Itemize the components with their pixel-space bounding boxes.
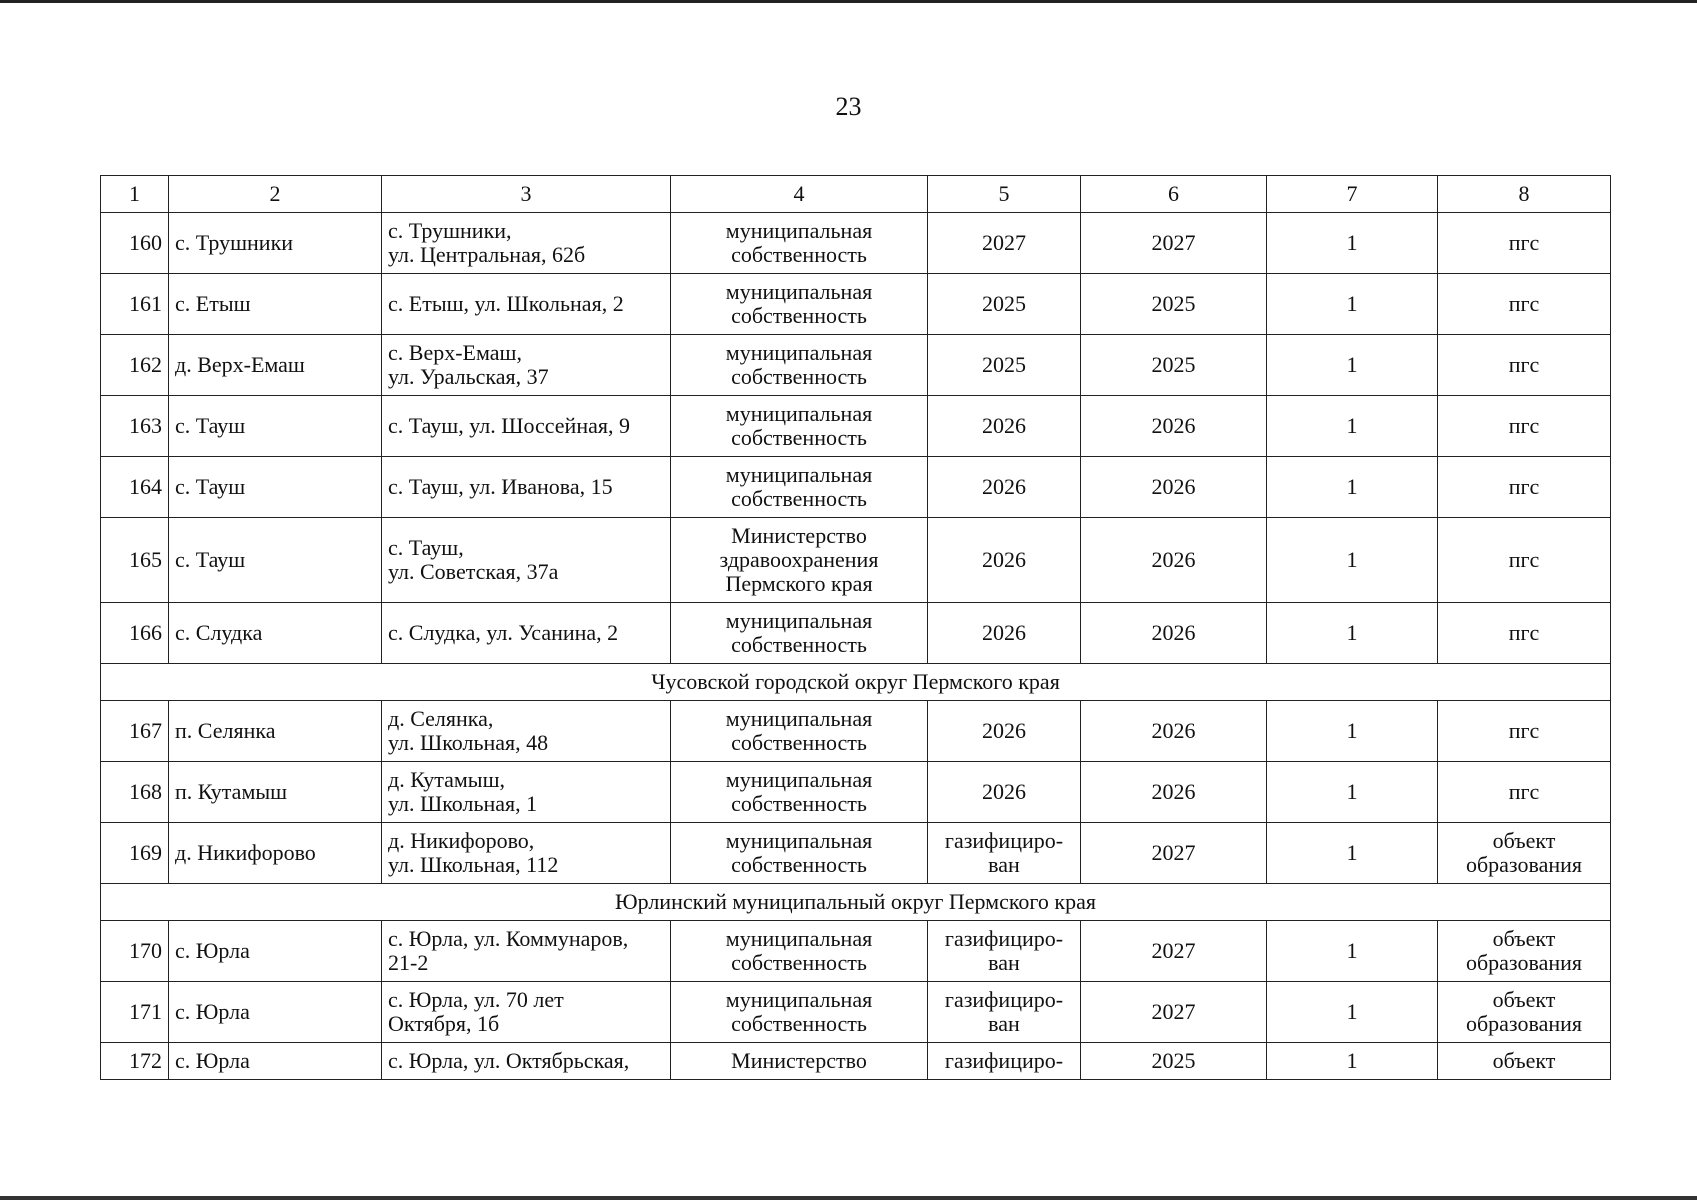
ownership-cell <box>671 518 928 603</box>
cell-line: муниципальная <box>725 926 873 951</box>
table-row <box>101 335 1611 396</box>
cell-line: газифициро- <box>944 926 1064 951</box>
scan-edge-top <box>0 0 1697 3</box>
quantity-cell: 1 <box>1267 823 1438 884</box>
cell-line: с. Тауш, ул. Шоссейная, 9 <box>388 413 630 438</box>
cell-line: муниципальная <box>725 706 873 731</box>
table-row <box>101 213 1611 274</box>
cell-line: муниципальная <box>725 608 873 633</box>
quantity-cell: 1 <box>1267 457 1438 518</box>
ownership-cell <box>671 274 928 335</box>
cell-line: с. Трушники, <box>388 218 512 243</box>
gasification-year-cell <box>928 1043 1081 1080</box>
row-number-cell: 162 <box>101 335 169 396</box>
register-table <box>100 175 1611 1080</box>
cell-line: собственность <box>731 791 867 816</box>
table-row <box>101 982 1611 1043</box>
cell-line: с. Юрла, ул. 70 лет <box>388 987 564 1012</box>
year-cell: 2026 <box>1081 457 1267 518</box>
section-title: Юрлинский муниципальный округ Пермского края <box>101 884 1611 921</box>
ownership-cell <box>671 457 928 518</box>
quantity-cell: 1 <box>1267 1043 1438 1080</box>
cell-line: собственность <box>731 950 867 975</box>
settlement-cell: с. Слудка <box>169 603 382 664</box>
cell-line: с. Верх-Емаш, <box>388 340 522 365</box>
row-number-cell: 169 <box>101 823 169 884</box>
year-cell: 2027 <box>1081 213 1267 274</box>
cell-line: Октября, 1б <box>388 1011 500 1036</box>
cell-line: пгс <box>1508 230 1540 255</box>
cell-line: пгс <box>1508 718 1540 743</box>
cell-line: образования <box>1465 950 1583 975</box>
cell-line: Министерство <box>731 523 867 548</box>
row-number-cell: 171 <box>101 982 169 1043</box>
cell-line: 21-2 <box>388 950 429 975</box>
object-type-cell <box>1438 1043 1611 1080</box>
cell-line: объект <box>1492 926 1556 951</box>
cell-line: собственность <box>731 425 867 450</box>
cell-line: здравоохранения <box>719 547 879 572</box>
address-cell <box>382 396 671 457</box>
object-type-cell <box>1438 274 1611 335</box>
settlement-cell: с. Етыш <box>169 274 382 335</box>
year-cell: 2025 <box>1081 274 1267 335</box>
cell-line: муниципальная <box>725 462 873 487</box>
column-number: 3 <box>382 176 671 213</box>
settlement-cell: с. Юрла <box>169 982 382 1043</box>
year-cell: 2027 <box>1081 921 1267 982</box>
cell-line: собственность <box>731 632 867 657</box>
cell-line: ул. Центральная, 62б <box>388 242 586 267</box>
quantity-cell: 1 <box>1267 701 1438 762</box>
object-type-cell <box>1438 457 1611 518</box>
year-cell: 2027 <box>1081 823 1267 884</box>
cell-line: пгс <box>1508 779 1540 804</box>
year-cell: 2026 <box>1081 701 1267 762</box>
gasification-year-cell <box>928 213 1081 274</box>
cell-line: с. Юрла, ул. Октябрьская, <box>388 1048 630 1073</box>
row-number-cell: 160 <box>101 213 169 274</box>
cell-line: муниципальная <box>725 401 873 426</box>
cell-line: с. Юрла, ул. Коммунаров, <box>388 926 629 951</box>
row-number-cell: 165 <box>101 518 169 603</box>
gasification-year-cell <box>928 518 1081 603</box>
section-header-row <box>101 884 1611 921</box>
gasification-year-cell <box>928 921 1081 982</box>
object-type-cell <box>1438 603 1611 664</box>
column-number-row <box>101 176 1611 213</box>
settlement-cell: с. Тауш <box>169 396 382 457</box>
row-number-cell: 166 <box>101 603 169 664</box>
ownership-cell <box>671 823 928 884</box>
cell-line: д. Селянка, <box>388 706 494 731</box>
cell-line: д. Никифорово, <box>388 828 535 853</box>
year-cell: 2027 <box>1081 982 1267 1043</box>
address-cell <box>382 701 671 762</box>
column-number: 2 <box>169 176 382 213</box>
gasification-year-cell <box>928 823 1081 884</box>
address-cell <box>382 518 671 603</box>
row-number-cell: 170 <box>101 921 169 982</box>
address-cell <box>382 213 671 274</box>
address-cell <box>382 762 671 823</box>
settlement-cell: с. Юрла <box>169 921 382 982</box>
object-type-cell <box>1438 335 1611 396</box>
cell-line: 2026 <box>982 547 1026 572</box>
column-number: 7 <box>1267 176 1438 213</box>
settlement-cell: д. Верх-Емаш <box>169 335 382 396</box>
table-row <box>101 762 1611 823</box>
address-cell <box>382 1043 671 1080</box>
year-cell: 2025 <box>1081 1043 1267 1080</box>
page-number: 23 <box>835 92 862 121</box>
settlement-cell: п. Кутамыш <box>169 762 382 823</box>
cell-line: муниципальная <box>725 828 873 853</box>
ownership-cell <box>671 762 928 823</box>
gasification-year-cell <box>928 762 1081 823</box>
cell-line: ван <box>988 852 1020 877</box>
address-cell <box>382 603 671 664</box>
cell-line: муниципальная <box>725 987 873 1012</box>
cell-line: пгс <box>1508 352 1540 377</box>
cell-line: пгс <box>1508 620 1540 645</box>
cell-line: пгс <box>1508 413 1540 438</box>
cell-line: 2027 <box>982 230 1026 255</box>
cell-line: с. Тауш, <box>388 535 464 560</box>
address-cell <box>382 921 671 982</box>
quantity-cell: 1 <box>1267 762 1438 823</box>
cell-line: 2026 <box>982 718 1026 743</box>
object-type-cell <box>1438 518 1611 603</box>
table-body <box>101 176 1611 1080</box>
cell-line: газифициро- <box>944 987 1064 1012</box>
ownership-cell <box>671 1043 928 1080</box>
object-type-cell <box>1438 213 1611 274</box>
quantity-cell: 1 <box>1267 603 1438 664</box>
settlement-cell: с. Трушники <box>169 213 382 274</box>
cell-line: с. Слудка, ул. Усанина, 2 <box>388 620 619 645</box>
cell-line: пгс <box>1508 474 1540 499</box>
column-number: 4 <box>671 176 928 213</box>
address-cell <box>382 982 671 1043</box>
cell-line: газифициро- <box>944 1048 1064 1073</box>
row-number-cell: 164 <box>101 457 169 518</box>
year-cell: 2026 <box>1081 762 1267 823</box>
ownership-cell <box>671 701 928 762</box>
ownership-cell <box>671 603 928 664</box>
column-number: 1 <box>101 176 169 213</box>
table-row <box>101 274 1611 335</box>
cell-line: 2025 <box>982 291 1026 316</box>
table-row <box>101 823 1611 884</box>
gasification-year-cell <box>928 396 1081 457</box>
cell-line: собственность <box>731 1011 867 1036</box>
object-type-cell <box>1438 701 1611 762</box>
cell-line: муниципальная <box>725 767 873 792</box>
ownership-cell <box>671 396 928 457</box>
cell-line: образования <box>1465 1011 1583 1036</box>
cell-line: ул. Школьная, 112 <box>388 852 559 877</box>
gasification-year-cell <box>928 457 1081 518</box>
cell-line: пгс <box>1508 291 1540 316</box>
gasification-year-cell <box>928 982 1081 1043</box>
cell-line: ул. Советская, 37а <box>388 559 559 584</box>
quantity-cell: 1 <box>1267 335 1438 396</box>
cell-line: Пермского края <box>725 571 873 596</box>
cell-line: собственность <box>731 486 867 511</box>
cell-line: д. Кутамыш, <box>388 767 506 792</box>
row-number-cell: 163 <box>101 396 169 457</box>
table-row <box>101 1043 1611 1080</box>
cell-line: собственность <box>731 364 867 389</box>
column-number: 8 <box>1438 176 1611 213</box>
row-number-cell: 172 <box>101 1043 169 1080</box>
address-cell <box>382 823 671 884</box>
quantity-cell: 1 <box>1267 213 1438 274</box>
cell-line: собственность <box>731 303 867 328</box>
gasification-year-cell <box>928 274 1081 335</box>
cell-line: муниципальная <box>725 340 873 365</box>
row-number-cell: 161 <box>101 274 169 335</box>
quantity-cell: 1 <box>1267 396 1438 457</box>
row-number-cell: 167 <box>101 701 169 762</box>
object-type-cell <box>1438 921 1611 982</box>
cell-line: собственность <box>731 242 867 267</box>
quantity-cell: 1 <box>1267 518 1438 603</box>
cell-line: пгс <box>1508 547 1540 572</box>
quantity-cell: 1 <box>1267 274 1438 335</box>
cell-line: собственность <box>731 730 867 755</box>
ownership-cell <box>671 982 928 1043</box>
cell-line: образования <box>1465 852 1583 877</box>
cell-line: ван <box>988 950 1020 975</box>
scan-edge-bottom <box>0 1196 1697 1200</box>
cell-line: ул. Школьная, 48 <box>388 730 549 755</box>
object-type-cell <box>1438 823 1611 884</box>
settlement-cell: п. Селянка <box>169 701 382 762</box>
cell-line: газифициро- <box>944 828 1064 853</box>
table-row <box>101 701 1611 762</box>
cell-line: 2025 <box>982 352 1026 377</box>
settlement-cell: с. Тауш <box>169 518 382 603</box>
column-number: 6 <box>1081 176 1267 213</box>
settlement-cell: с. Тауш <box>169 457 382 518</box>
address-cell <box>382 274 671 335</box>
row-number-cell: 168 <box>101 762 169 823</box>
object-type-cell <box>1438 762 1611 823</box>
year-cell: 2026 <box>1081 396 1267 457</box>
cell-line: 2026 <box>982 779 1026 804</box>
gasification-year-cell <box>928 701 1081 762</box>
cell-line: с. Етыш, ул. Школьная, 2 <box>388 291 624 316</box>
cell-line: 2026 <box>982 620 1026 645</box>
cell-line: ул. Уральская, 37 <box>388 364 549 389</box>
quantity-cell: 1 <box>1267 982 1438 1043</box>
cell-line: объект <box>1492 1048 1556 1073</box>
cell-line: собственность <box>731 852 867 877</box>
table-row <box>101 457 1611 518</box>
cell-line: Министерство <box>731 1048 867 1073</box>
year-cell: 2026 <box>1081 518 1267 603</box>
section-title: Чусовской городской округ Пермского края <box>101 664 1611 701</box>
object-type-cell <box>1438 982 1611 1043</box>
year-cell: 2025 <box>1081 335 1267 396</box>
cell-line: муниципальная <box>725 279 873 304</box>
table-row <box>101 921 1611 982</box>
ownership-cell <box>671 335 928 396</box>
ownership-cell <box>671 213 928 274</box>
cell-line: 2026 <box>982 413 1026 438</box>
settlement-cell: д. Никифорово <box>169 823 382 884</box>
ownership-cell <box>671 921 928 982</box>
object-type-cell <box>1438 396 1611 457</box>
table-row <box>101 603 1611 664</box>
gasification-year-cell <box>928 335 1081 396</box>
cell-line: 2026 <box>982 474 1026 499</box>
section-header-row <box>101 664 1611 701</box>
cell-line: ван <box>988 1011 1020 1036</box>
year-cell: 2026 <box>1081 603 1267 664</box>
column-number: 5 <box>928 176 1081 213</box>
cell-line: с. Тауш, ул. Иванова, 15 <box>388 474 613 499</box>
table-row <box>101 396 1611 457</box>
address-cell <box>382 335 671 396</box>
table-row <box>101 518 1611 603</box>
quantity-cell: 1 <box>1267 921 1438 982</box>
cell-line: муниципальная <box>725 218 873 243</box>
cell-line: ул. Школьная, 1 <box>388 791 538 816</box>
gasification-year-cell <box>928 603 1081 664</box>
settlement-cell: с. Юрла <box>169 1043 382 1080</box>
address-cell <box>382 457 671 518</box>
cell-line: объект <box>1492 828 1556 853</box>
cell-line: объект <box>1492 987 1556 1012</box>
